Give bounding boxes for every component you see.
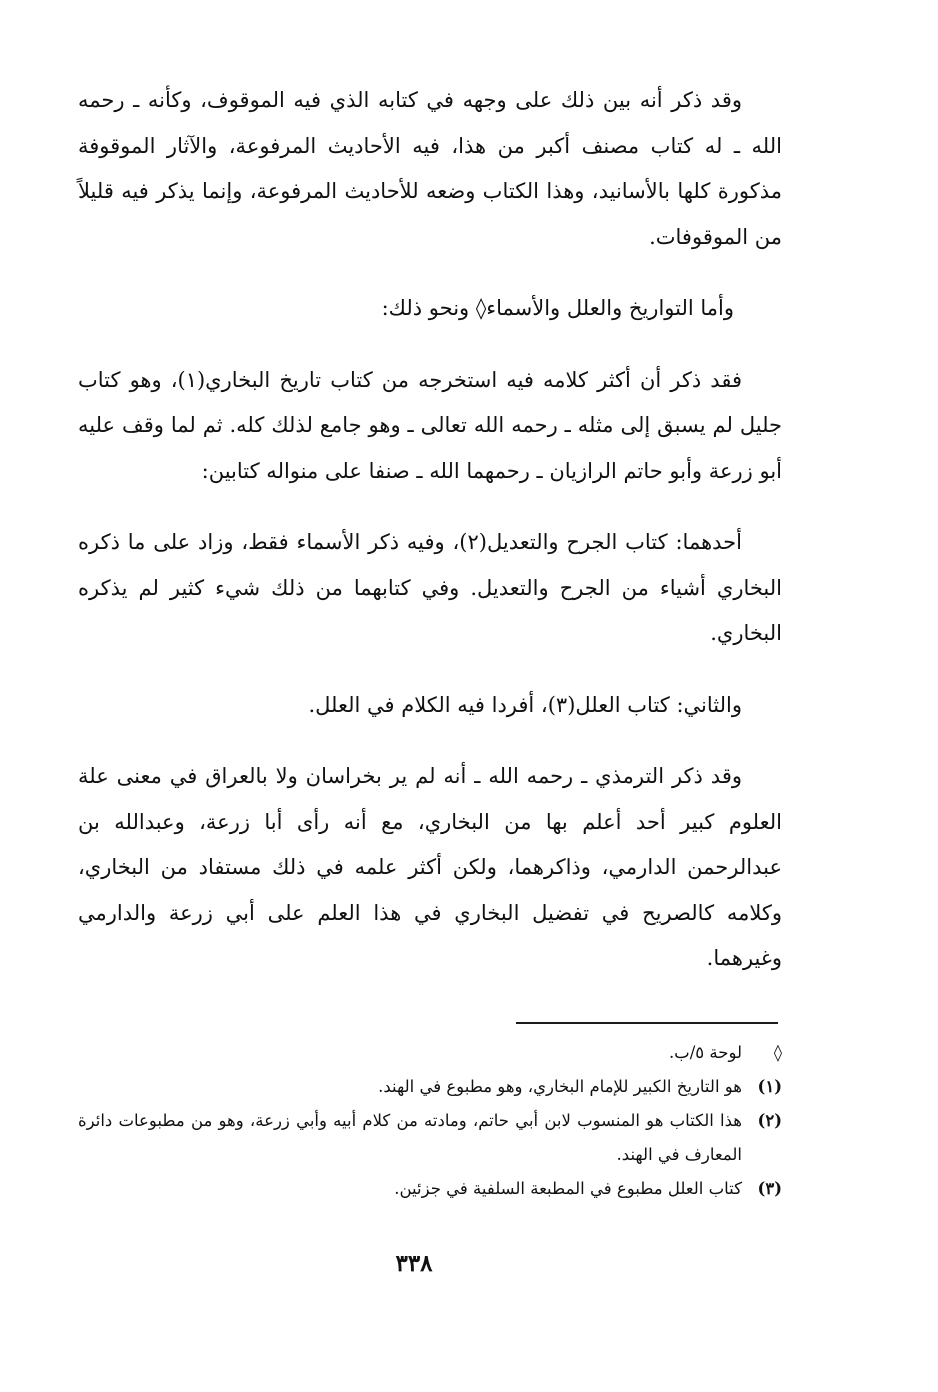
paragraph-3: فقد ذكر أن أكثر كلامه فيه استخرجه من كتاب تاريخ البخاري(١)، وهو كتاب جليل لم يسبق إلى مثله ـ رحمه الله تعالى ـ وهو جامع لذلك كله. ثم لما وقف عليه أبو زرعة وأبو حاتم الرازيان ـ رحمهما الله ـ صنفا على منواله كتابين: [78, 367, 782, 483]
paragraph-2: وأما التواريخ والعلل والأسماء◊ ونحو ذلك: [381, 296, 734, 320]
page-number: ٣٣٨ [395, 1250, 433, 1277]
footnote-text: هذا الكتاب هو المنسوب لابن أبي حاتم، ومادته من كلام أبيه وأبي زرعة، وهو من مطبوعات دائرة المعارف في الهند. [78, 1111, 742, 1164]
footnote-text: كتاب العلل مطبوع في المطبعة السلفية في جزئين. [394, 1179, 742, 1198]
footnote-marker: (٢) [757, 1111, 782, 1130]
paragraph-5: والثاني: كتاب العلل(٣)، أفردا فيه الكلام في العلل. [308, 692, 742, 717]
footnote-text: لوحة ٥/ب. [668, 1043, 742, 1062]
footnote-item [78, 1172, 782, 1206]
paragraph-6: وقد ذكر الترمذي ـ رحمه الله ـ أنه لم ير بخراسان ولا بالعراق في معنى علة العلوم كبير أحد أعلم بها من البخاري، مع أنه رأى أبا زرعة، وعبدالله بن عبدالرحمن الدارمي، وذاكرهما، ولكن أكثر علمه في ذلك مستفاد من البخاري، وكلامه كالصريح في تفضيل البخاري في هذا العلم على أبي زرعة والدارمي وغيرهما. [78, 764, 782, 970]
main-text [78, 78, 782, 1008]
footnote-item [78, 1036, 782, 1070]
footnote-text: هو التاريخ الكبير للإمام البخاري، وهو مطبوع في الهند. [378, 1077, 742, 1096]
footnotes [78, 1036, 782, 1206]
footnote-item [78, 1070, 782, 1104]
paragraph-4: أحدهما: كتاب الجرح والتعديل(٢)، وفيه ذكر الأسماء فقط، وزاد على ما ذكره البخاري أشياء من الجرح والتعديل. وفي كتابهما من ذلك شيء كثير لم يذكره البخاري. [78, 530, 782, 645]
footnote-marker: (٣) [757, 1179, 782, 1198]
footnote-marker: (١) [757, 1077, 782, 1096]
footnote-item [78, 1104, 782, 1172]
footnote-marker: ◊ [773, 1043, 782, 1062]
footnote-separator [516, 1022, 778, 1024]
paragraph-1: وقد ذكر أنه بين ذلك على وجهه في كتابه الذي فيه الموقوف، وكأنه ـ رحمه الله ـ له كتاب مصنف أكبر من هذا، فيه الأحاديث المرفوعة، والآثار الموقوفة مذكورة كلها بالأسانيد، وهذا الكتاب وضعه للأحاديث المرفوعة، وإنما يذكر فيه قليلاً من الموقوفات. [78, 88, 782, 249]
